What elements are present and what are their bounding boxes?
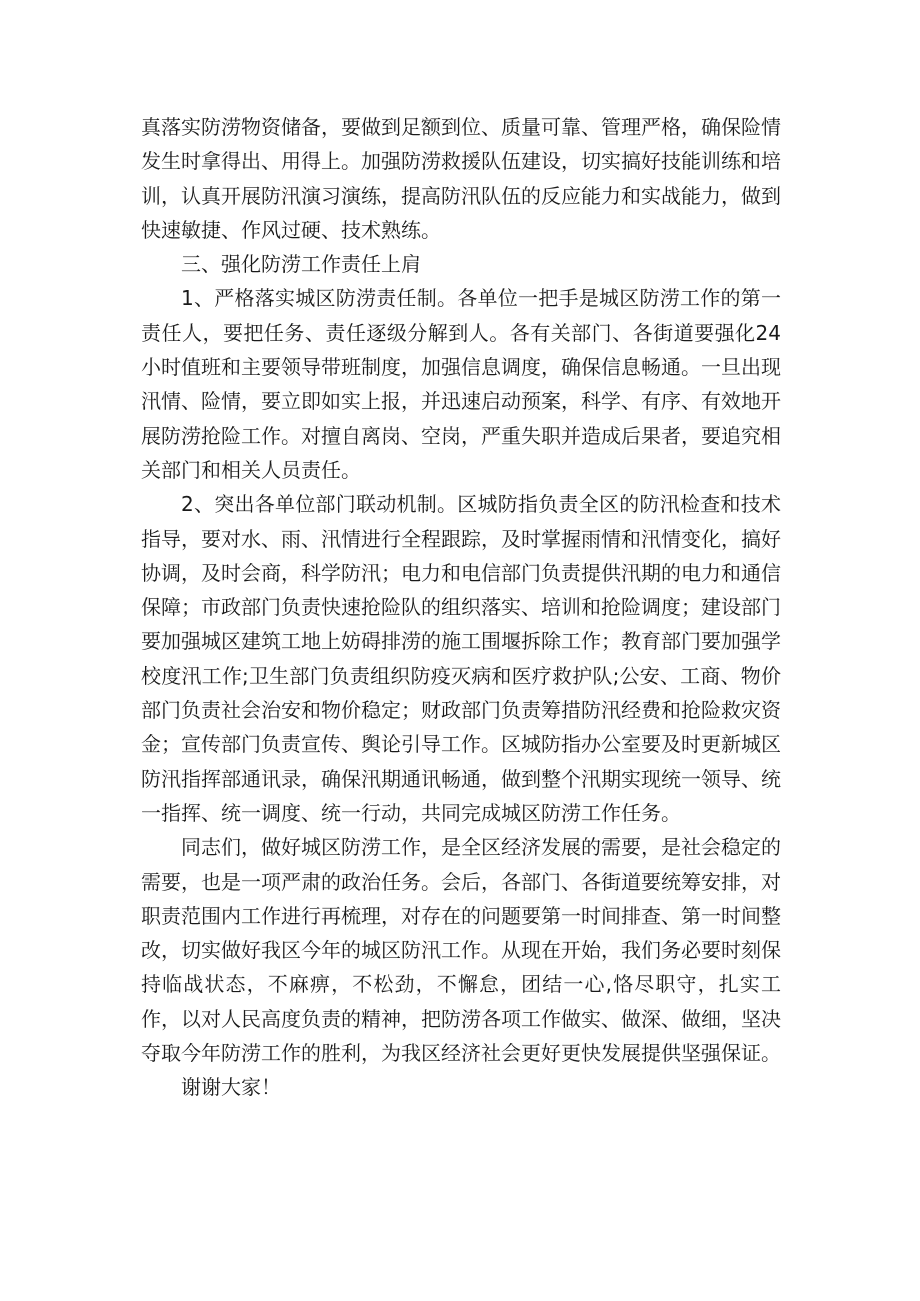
paragraph-continuation: 真落实防涝物资储备，要做到足额到位、质量可靠、管理严格，确保险情发生时拿得出、用得上。加强防涝救援队伍建设，切实搞好技能训练和培训，认真开展防汛演习演练，提高防汛队伍的反应能力和实战能力，做到快速敏捷、作风过硬、技术熟练。 [141, 115, 781, 242]
document-page [141, 110, 781, 1105]
section-heading: 三、强化防涝工作责任上肩 [181, 252, 421, 277]
paragraph-linkage-mechanism: 2、突出各单位部门联动机制。区城防指负责全区的防汛检查和技术指导，要对水、雨、汛情进行全程跟踪，及时掌握雨情和汛情变化，搞好协调，及时会商，科学防汛；电力和电信部门负责提供汛期的电力和通信保障；市政部门负责快速抢险队的组织落实、培训和抢险调度；建设部门要加强城区建筑工地上妨碍排涝的施工围堰拆除工作；教育部门要加强学校度汛工作;卫生部门负责组织防疫灭病和医疗救护队;公安、工商、物价部门负责社会治安和物价稳定；财政部门负责筹措防汛经费和抢险救灾资金；宣传部门负责宣传、舆论引导工作。区城防指办公室要及时更新城区防汛指挥部通讯录，确保汛期通讯畅通，做到整个汛期实现统一领导、统一指挥、统一调度、统一行动，共同完成城区防涝工作任务。 [141, 492, 781, 825]
paragraph-responsibility-system: 1、严格落实城区防涝责任制。各单位一把手是城区防涝工作的第一责任人，要把任务、责任逐级分解到人。各有关部门、各街道要强化24小时值班和主要领导带班制度，加强信息调度，确保信息畅通。一旦出现汛情、险情，要立即如实上报，并迅速启动预案，科学、有序、有效地开展防涝抢险工作。对擅自离岗、空岗，严重失职并造成后果者，要追究相关部门和相关人员责任。 [141, 286, 781, 482]
paragraph-thanks: 谢谢大家！ [181, 1075, 281, 1100]
paragraph-closing-remarks: 同志们，做好城区防涝工作，是全区经济发展的需要，是社会稳定的需要，也是一项严肃的政治任务。会后，各部门、各街道要统筹安排，对职责范围内工作进行再梳理，对存在的问题要第一时间排查、第一时间整改，切实做好我区今年的城区防汛工作。从现在开始，我们务必要时刻保持临战状态，不麻痹，不松劲，不懈怠，团结一心,恪尽职守，扎实工作，以对人民高度负责的精神，把防涝各项工作做实、做深、做细，坚决夺取今年防涝工作的胜利，为我区经济社会更好更快发展提供坚强保证。 [141, 835, 781, 1066]
